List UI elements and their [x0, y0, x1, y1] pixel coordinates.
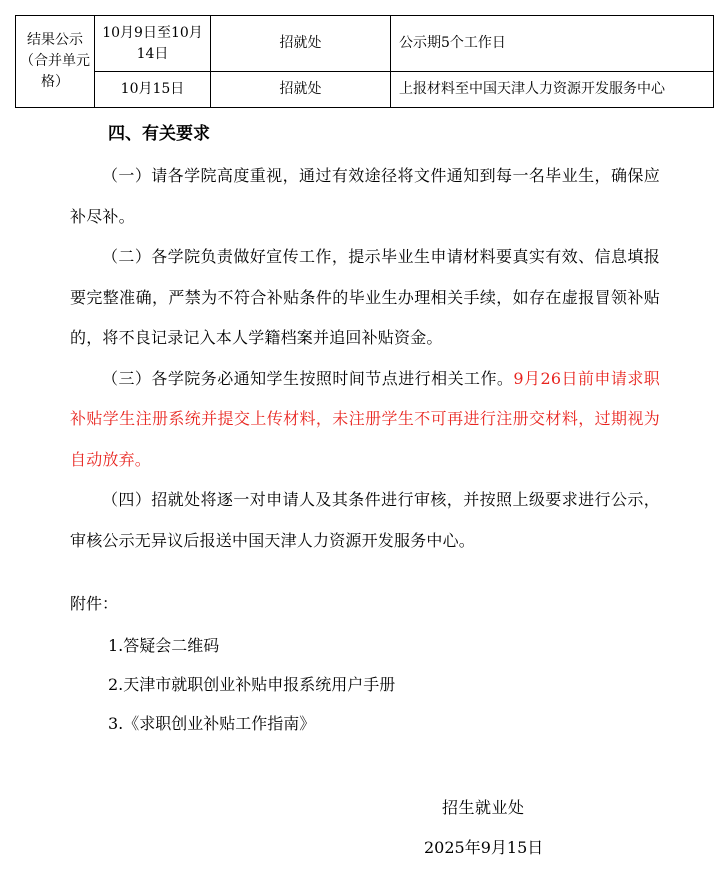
table-row [16, 16, 714, 72]
deadline-notice: 9月26日前申请求职补贴学生注册系统并提交上传材料，未注册学生不可再进行注册交材料，过期视为自动放弃。 [70, 368, 660, 469]
schedule-table [15, 15, 714, 108]
requirements-body [70, 156, 660, 561]
attachment-item: 1.答疑会二维码 [108, 636, 220, 655]
attachment-item: 2.天津市就职创业补贴申报系统用户手册 [108, 675, 396, 694]
signature-date: 2025年9月15日 [424, 838, 544, 857]
attachment-item: 3.《求职创业补贴工作指南》 [108, 714, 316, 733]
attachments-list [108, 634, 395, 751]
dept-cell: 招就处 [211, 72, 391, 108]
content-cell: 公示期5个工作日 [391, 16, 714, 72]
date-cell: 10月9日至10月14日 [95, 16, 211, 72]
paragraph-1: （一）请各学院高度重视，通过有效途径将文件通知到每一名毕业生，确保应补尽补。 [70, 166, 660, 226]
paragraph-3-text: （三）各学院务必通知学生按照时间节点进行相关工作。 [102, 368, 514, 388]
section-heading: 四、有关要求 [108, 124, 210, 144]
attachments-title: 附件： [70, 594, 119, 613]
dept-cell: 招就处 [211, 16, 391, 72]
signature-dept: 招生就业处 [442, 798, 525, 817]
paragraph-4: （四）招就处将逐一对申请人及其条件进行审核，并按照上级要求进行公示，审核公示无异议后报送中国天津人力资源开发服务中心。 [70, 490, 660, 550]
paragraph-3 [70, 359, 660, 481]
table-row [16, 72, 714, 108]
content-cell: 上报材料至中国天津人力资源开发服务中心 [391, 72, 714, 108]
date-cell: 10月15日 [95, 72, 211, 108]
stage-cell: 结果公示（合并单元格） [16, 16, 95, 108]
paragraph-2: （二）各学院负责做好宣传工作，提示毕业生申请材料要真实有效、信息填报要完整准确，严禁为不符合补贴条件的毕业生办理相关手续，如存在虚报冒领补贴的，将不良记录记入本人学籍档案并追回补贴资金。 [70, 247, 660, 347]
